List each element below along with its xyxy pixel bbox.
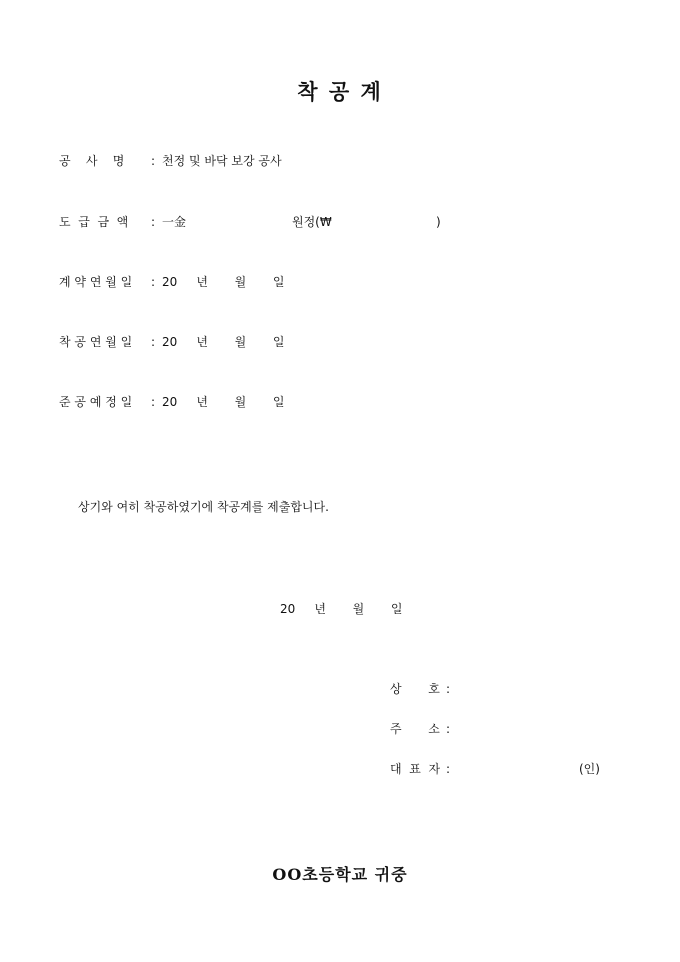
field-project-name [59, 152, 282, 170]
field-label: 공 사 명 [59, 154, 125, 168]
field-value: 一金 [162, 215, 187, 229]
field-value: 20 년 월 일 [162, 335, 285, 349]
amount-close: ) [436, 215, 441, 229]
field-label: 도 급 금 액 [59, 215, 129, 229]
field-value: 20 년 월 일 [162, 395, 285, 409]
signature-label: 주 소 [390, 722, 440, 736]
field-value: 천정 및 바닥 보강 공사 [162, 154, 282, 168]
field-label: 계 약 연 월 일 [59, 275, 133, 289]
signature-colon: : [446, 722, 451, 736]
declaration-text: 상기와 여히 착공하였기에 착공계를 제출합니다. [78, 500, 329, 514]
signature-colon: : [446, 762, 451, 776]
field-contract-amount [59, 213, 441, 231]
field-value: 20 년 월 일 [162, 275, 285, 289]
amount-unit: 원정(₩ [292, 215, 332, 229]
field-contract-date [59, 273, 285, 291]
document-title: 착 공 계 [297, 79, 383, 104]
field-colon: : [151, 215, 156, 229]
field-start-date [59, 333, 285, 351]
field-colon: : [151, 335, 156, 349]
field-colon: : [151, 395, 156, 409]
field-colon: : [151, 275, 156, 289]
submit-date: 20 년 월 일 [280, 602, 403, 616]
field-colon: : [151, 154, 156, 168]
signature-label: 상 호 [390, 682, 440, 696]
seal-mark: (인) [579, 762, 600, 776]
field-completion-date [59, 393, 285, 411]
signature-label: 대 표 자 [390, 762, 441, 776]
field-label: 착 공 연 월 일 [59, 335, 133, 349]
signature-colon: : [446, 682, 451, 696]
field-label: 준 공 예 정 일 [59, 395, 133, 409]
addressee: OO초등학교 귀중 [272, 865, 408, 884]
